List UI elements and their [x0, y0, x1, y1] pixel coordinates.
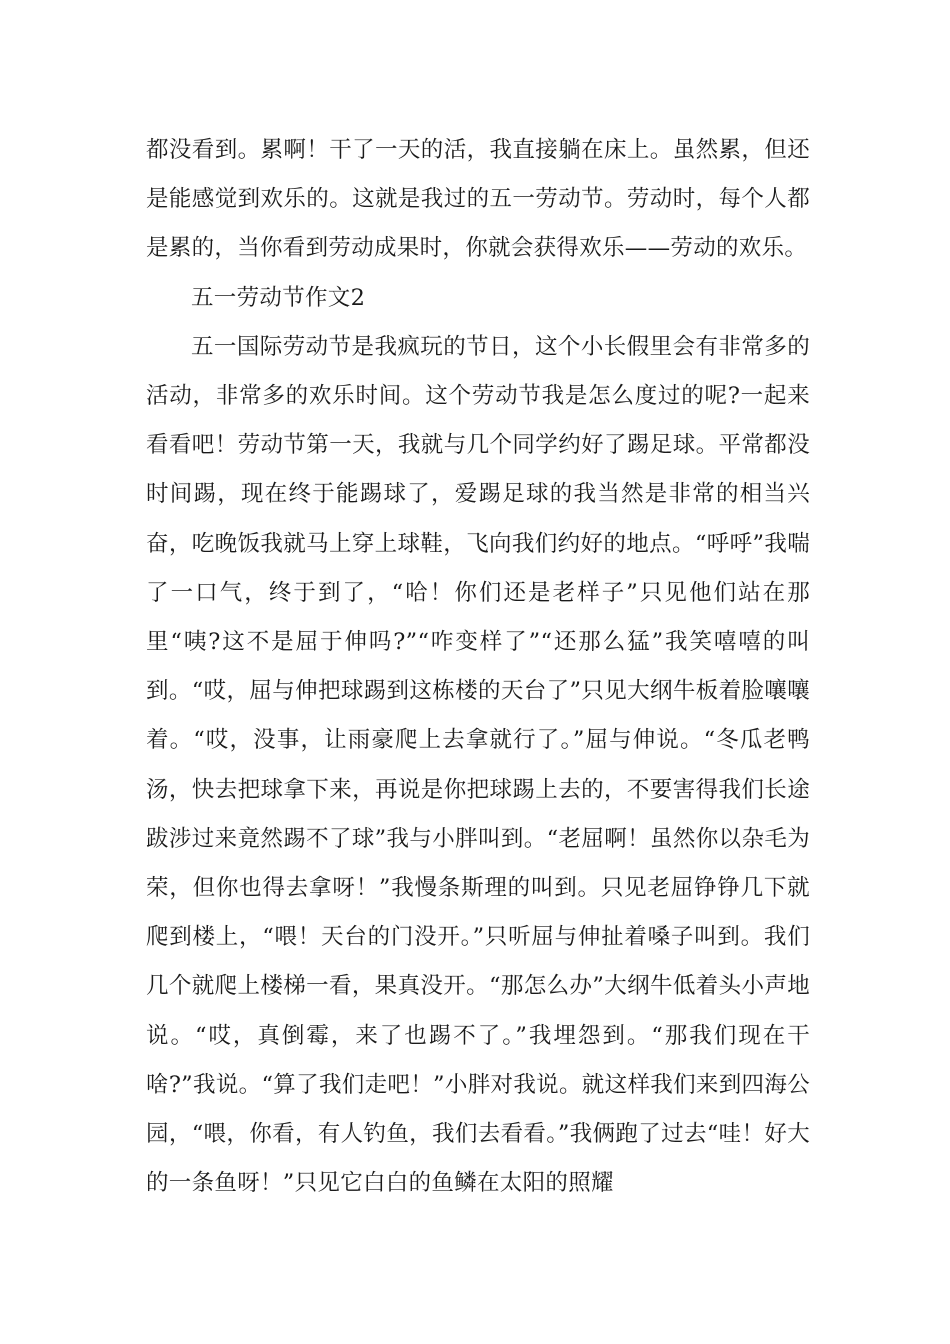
- paragraph-continuation: 都没看到。累啊！干了一天的活，我直接躺在床上。虽然累，但还是能感觉到欢乐的。这就是我过的五一劳动节。劳动时，每个人都是累的，当你看到劳动成果时，你就会获得欢乐——劳动的欢乐。: [146, 137, 810, 262]
- paragraph-essay-2: 五一国际劳动节是我疯玩的节日，这个小长假里会有非常多的活动，非常多的欢乐时间。这个劳动节我是怎么度过的呢?一起来看看吧！劳动节第一天，我就与几个同学约好了踢足球。平常都没时间踢，现在终于能踢球了，爱踢足球的我当然是非常的相当兴奋，吃晚饭我就马上穿上球鞋，飞向我们约好的地点。“呼呼”我喘了一口气，终于到了，“哈！你们还是老样子”只见他们站在那里“咦?这不是屈于伸吗?”“咋变样了”“还那么猛”我笑嘻嘻的叫到。“哎，屈与伸把球踢到这栋楼的天台了”只见大纲牛板着脸嚷嚷着。“哎，没事，让雨豪爬上去拿就行了。”屈与伸说。“冬瓜老鸭汤，快去把球拿下来，再说是你把球踢上去的，不要害得我们长途跋涉过来竟然踢不了球”我与小胖叫到。“老屈啊！虽然你以杂毛为荣，但你也得去拿呀！”我慢条斯理的叫到。只见老屈铮铮几下就爬到楼上，“喂！天台的门没开。”只听屈与伸扯着嗓子叫到。我们几个就爬上楼梯一看，果真没开。“那怎么办”大纲牛低着头小声地说。“哎，真倒霉，来了也踢不了。”我埋怨到。“那我们现在干啥?”我说。“算了我们走吧！”小胖对我说。就这样我们来到四海公园，“喂，你看，有人钓鱼，我们去看看。”我俩跑了过去“哇！好大的一条鱼呀！”只见它白白的鱼鳞在太阳的照耀: [146, 333, 810, 1197]
- document-body: [146, 126, 810, 1208]
- section-heading: 五一劳动节作文2: [191, 284, 366, 311]
